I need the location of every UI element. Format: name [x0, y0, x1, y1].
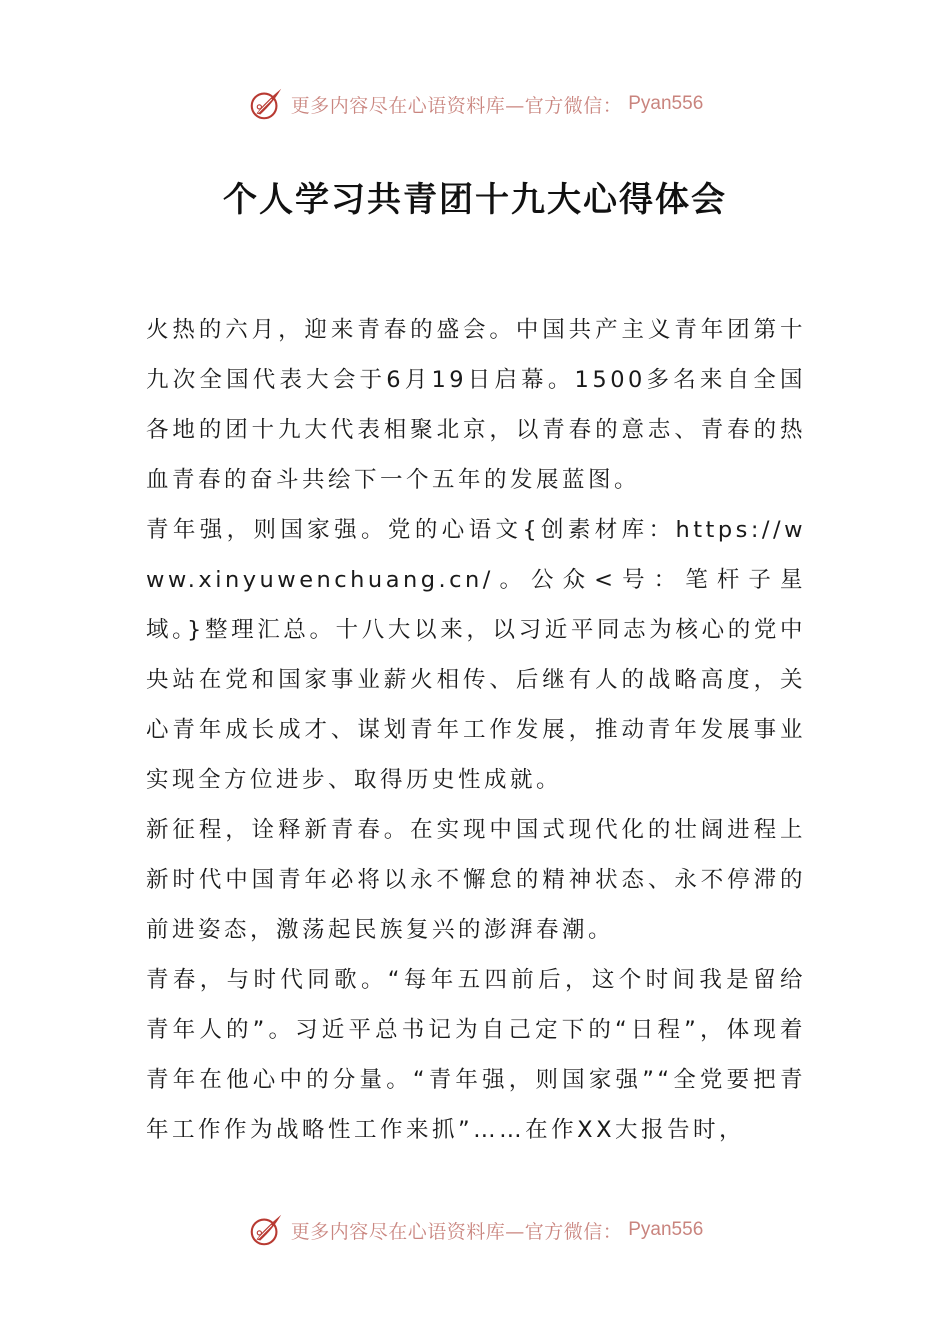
paragraph-4: 青春，与时代同歌。“每年五四前后，这个时间我是留给青年人的”。习近平总书记为自己定下的“日程”，体现着青年在他心中的分量。“青年强，则国家强”“全党要把青年工作作为战略性工作来抓”……在作XX大报告时， — [146, 967, 806, 1143]
quill-pen-logo-icon — [247, 85, 285, 123]
paragraph-3: 新征程，诠释新青春。在实现中国式现代化的壮阔进程上新时代中国青年必将以永不懈怠的精神状态、永不停滞的前进姿态，激荡起民族复兴的澎湃春潮。 — [146, 817, 806, 943]
footer-banner-wechat-id: Pyan556 — [628, 1219, 704, 1240]
paragraph-2: 青年强，则国家强。党的心语文{创素材库：https://www.xinyuwenchuang.cn/。公众<号：笔杆子星域。}整理汇总。十八大以来，以习近平同志为核心的党中央站在党和国家事业薪火相传、后继有人的战略高度，关心青年成长成才、谋划青年工作发展，推动青年发展事业实现全方位进步、取得历史性成就。 — [146, 517, 806, 793]
footer-banner-text: 更多内容尽在心语资料库—官方微信： — [290, 1220, 623, 1243]
header-banner-text: 更多内容尽在心语资料库—官方微信： — [290, 94, 623, 117]
footer-banner — [0, 1208, 950, 1252]
document-title: 个人学习共青团十九大心得体会 — [223, 180, 727, 220]
quill-pen-logo-icon — [247, 1211, 285, 1249]
paragraph-1: 火热的六月，迎来青春的盛会。中国共产主义青年团第十九次全国代表大会于6月19日启幕。1500多名来自全国各地的团十九大代表相聚北京，以青春的意志、青春的热血青春的奋斗共绘下一个五年的发展蓝图。 — [146, 317, 806, 493]
header-banner-wechat-id: Pyan556 — [628, 93, 704, 114]
document-body — [146, 305, 806, 1155]
header-banner — [0, 82, 950, 126]
